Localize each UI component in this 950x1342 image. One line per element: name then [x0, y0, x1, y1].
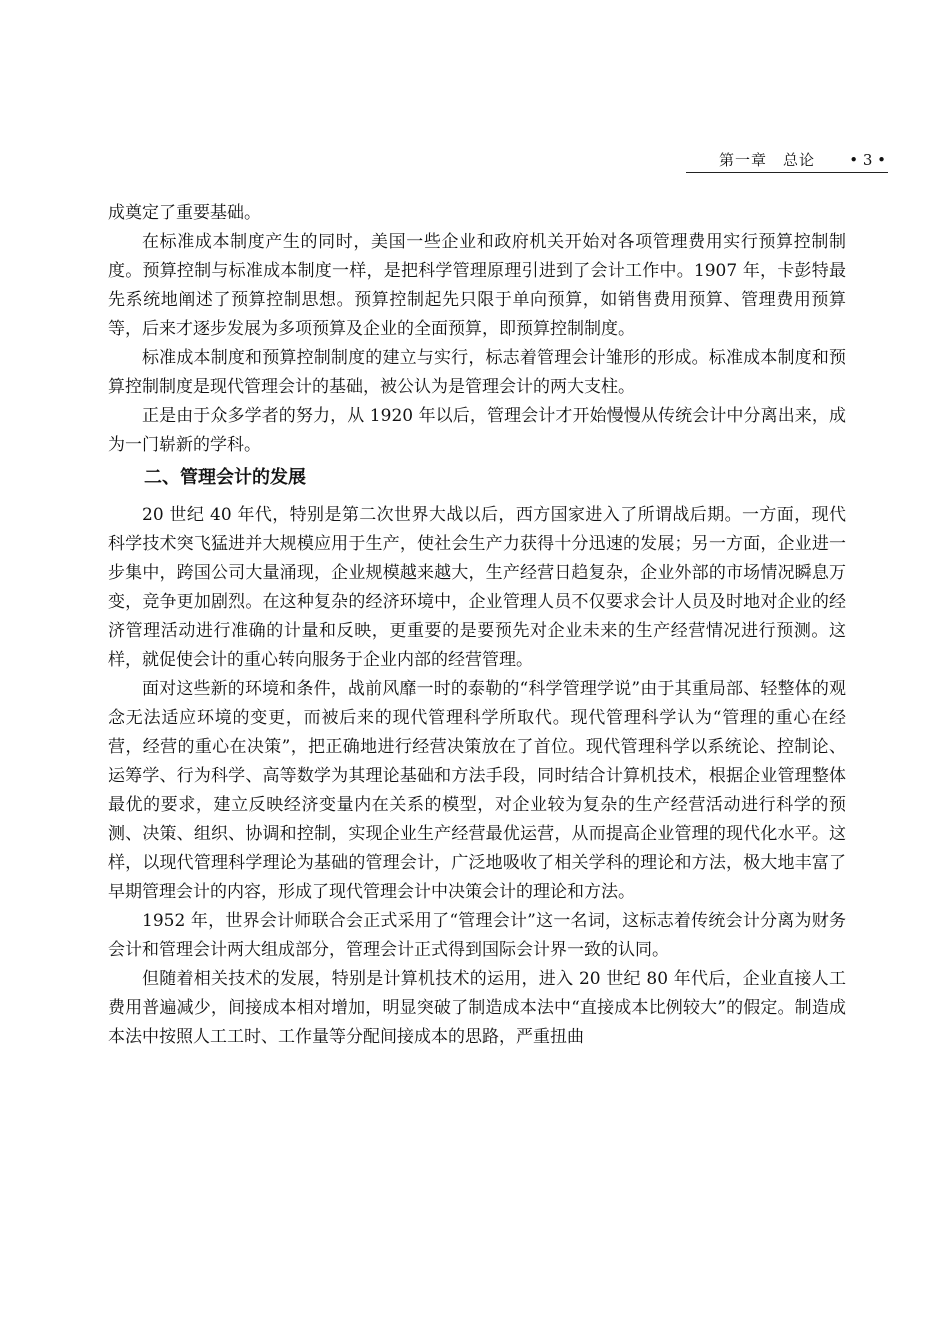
page-body — [108, 199, 846, 1052]
page-number: • 3 • — [849, 151, 886, 169]
paragraph-continued: 成奠定了重要基础。 — [108, 203, 261, 223]
paragraph-postwar: 20 世纪 40 年代，特别是第二次世界大战以后，西方国家进入了所谓战后期。一方面，现代科学技术突飞猛进并大规模应用于生产，使社会生产力获得十分迅速的发展；另一方面，企业进一步集中，跨国公司大量涌现，企业规模越来越大，生产经营日趋复杂，企业外部的市场情况瞬息万变，竞争更加剧烈。在这种复杂的经济环境中，企业管理人员不仅要求会计人员及时地对企业的经济管理活动进行准确的计量和反映，更重要的是要预先对企业未来的生产经营情况进行预测。这样，就促使会计的重心转向服务于企业内部的经营管理。 — [108, 505, 846, 670]
paragraph-independent-discipline: 正是由于众多学者的努力，从 1920 年以后，管理会计才开始慢慢从传统会计中分离出来，成为一门崭新的学科。 — [108, 406, 846, 455]
paragraph-two-pillars: 标准成本制度和预算控制制度的建立与实行，标志着管理会计雏形的形成。标准成本制度和预算控制制度是现代管理会计的基础，被公认为是管理会计的两大支柱。 — [108, 348, 846, 397]
paragraph-modern-management-science: 面对这些新的环境和条件，战前风靡一时的泰勒的“科学管理学说”由于其重局部、轻整体的观念无法适应环境的变更，而被后来的现代管理科学所取代。现代管理科学认为“管理的重心在经营，经营的重心在决策”，把正确地进行经营决策放在了首位。现代管理科学以系统论、控制论、运筹学、行为科学、高等数学为其理论基础和方法手段，同时结合计算机技术，根据企业管理整体最优的要求，建立反映经济变量内在关系的模型，对企业较为复杂的生产经营活动进行科学的预测、决策、组织、协调和控制，实现企业生产经营最优运营，从而提高企业管理的现代化水平。这样，以现代管理科学理论为基础的管理会计，广泛地吸收了相关学科的理论和方法，极大地丰富了早期管理会计的内容，形成了现代管理会计中决策会计的理论和方法。 — [108, 679, 846, 902]
running-header — [686, 150, 888, 173]
chapter-title: 第一章 总论 — [719, 151, 816, 169]
paragraph-1980s: 但随着相关技术的发展，特别是计算机技术的运用，进入 20 世纪 80 年代后，企业直接人工费用普遍减少，间接成本相对增加，明显突破了制造成本法中“直接成本比例较大”的假定。制造成本法中按照人工工时、工作量等分配间接成本的思路，严重扭曲 — [108, 969, 846, 1047]
paragraph-1952: 1952 年，世界会计师联合会正式采用了“管理会计”这一名词，这标志着传统会计分离为财务会计和管理会计两大组成部分，管理会计正式得到国际会计界一致的认同。 — [108, 911, 846, 960]
section-heading: 二、管理会计的发展 — [144, 467, 306, 488]
paragraph-budget-control: 在标准成本制度产生的同时，美国一些企业和政府机关开始对各项管理费用实行预算控制制度。预算控制与标准成本制度一样，是把科学管理原理引进到了会计工作中。1907 年，卡彭特最先系统地阐述了预算控制思想。预算控制起先只限于单向预算，如销售费用预算、管理费用预算等，后来才逐步发展为多项预算及企业的全面预算，即预算控制制度。 — [108, 232, 846, 339]
